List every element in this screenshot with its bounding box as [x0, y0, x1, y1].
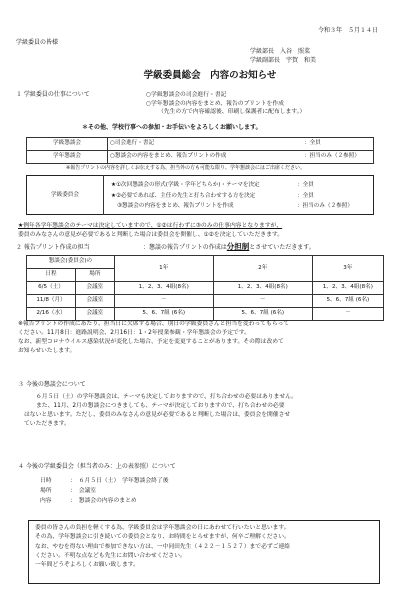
committee-item: ③懇談会の内容をまとめ、報告プリントを作成 [117, 203, 234, 210]
duty-item: ○学級懇談会の司会進行・書記 [146, 92, 227, 98]
closing-line: なお、やむを得ない理由で参加できない方は、一中同田先生（４２２－１５２７）まで必ずご連絡 [35, 543, 291, 550]
section4-heading: ４ 今後の学級委員会（担当者のみ：上の表参照）について [18, 463, 176, 470]
note-line: ください。11月8日：進路説明会、2月16日：1・2年授業参観・学年懇談会の予定です。 [18, 329, 250, 336]
closing-line: ください。不明な点なども先生にお問い合わせください。 [35, 552, 186, 559]
committee-who [297, 180, 353, 212]
star-note-line: ★例年各学年懇談会のテーマは決定していますので、①②は行わずに③のみの仕事内容となりますが、 [18, 223, 283, 229]
detail-row [40, 486, 169, 496]
cell-place: 会議室 [76, 295, 115, 308]
assignment-table [26, 255, 384, 321]
cell-grade: 5、6、7組 (6名) [114, 308, 213, 321]
star-note-line: 委員のみなさんの意見が必要であると判断した場合は委員会を開催し、①②を決定していただきます。 [18, 231, 283, 238]
closing-box [28, 520, 380, 584]
closing-line: その為、学年懇談会に引き続いての委員会となり、お時間をとらせますが、何卒ご理解ください。 [35, 534, 290, 541]
page-title: 学級委員総会 内容のお知らせ [143, 70, 277, 81]
section2-heading: ２ 報告プリント作成の担当 [16, 244, 90, 251]
table-row [27, 151, 374, 164]
section3-heading: ３ 今後の懇談会について [18, 381, 86, 388]
header-grade: 1年 [114, 256, 213, 282]
detail-value: ： 会議室 [70, 488, 97, 495]
committee-who-item: ：担当のみ（２参照） [297, 203, 353, 210]
cell-grade: 1、2、3、4組(8名) [312, 282, 383, 295]
cell-date: 6/5（土） [27, 282, 76, 295]
cell-grade: － [213, 295, 312, 308]
section1-note: ＊その他、学校行事への参加・お手伝いをよろしくお願いします。 [82, 124, 262, 131]
document-date: 令和３年 ５月１４日 [318, 27, 379, 34]
detail-row [40, 496, 169, 506]
table-row [27, 308, 384, 321]
body-line: ていただきます。 [24, 420, 70, 427]
committee-box [26, 175, 374, 215]
detail-key: 場所 [40, 488, 52, 495]
table-row [27, 282, 384, 295]
detail-value: ： 懇談会の内容のまとめ [70, 498, 137, 505]
note-line: お知らせいたします。 [18, 347, 76, 354]
header-grade: 3年 [312, 256, 383, 282]
committee-who-item: ：全員 [297, 182, 314, 188]
cell-place: 会議室 [76, 308, 115, 321]
header-date: 日程 [27, 269, 76, 282]
table-row [27, 138, 374, 151]
duty-item: ○学年懇談会の内容をまとめ、報告のプリントを作成 [146, 100, 284, 107]
row-who: ：担当のみ（２参照） [302, 151, 374, 164]
meeting-details [40, 476, 169, 506]
section2-text: とさせていただきます。 [249, 244, 315, 251]
roles-table [26, 137, 374, 164]
cell-grade: 5、6、7組 (6名) [312, 295, 383, 308]
body-line: はないと思います。ただし、委員のみなさんの意見が必要であると判断した場合は、委員会を開催させ [24, 411, 291, 418]
detail-key: 日時 [40, 478, 52, 484]
closing-text [35, 524, 373, 570]
sender-block [250, 47, 316, 65]
header-grade: 2年 [213, 256, 312, 282]
committee-who-item: ：全員 [297, 192, 314, 199]
row-label: 学級懇談会 [27, 138, 108, 151]
detail-row [40, 476, 169, 486]
body-line: ６月５日（土）の学年懇談会は、テーマも決定しておりますので、打ち合わせの必要はありません。 [36, 394, 298, 400]
row-label: 学年懇談会 [27, 151, 108, 164]
star-note [18, 222, 283, 240]
header-place: 場所 [76, 269, 115, 282]
detail-value: ： ６月５日（土） 学年懇談会終了後 [70, 478, 169, 484]
cell-grade: － [312, 308, 383, 321]
body-line: また、11月、2月の懇談会につきましても、テーマが決定しておりますので、打ち合わせの必要 [36, 402, 285, 409]
duty-item: （先生の方で内容確認後、印刷し保護者に配布します。） [158, 109, 306, 116]
addressee: 学級委員の皆様 [16, 39, 59, 46]
closing-line: 一年間どうぞよろしくお願い致します。 [35, 562, 139, 569]
cell-place: 会議室 [76, 282, 115, 295]
sender-line: 学級部長 入谷 照菜 [250, 48, 311, 55]
table-row [27, 295, 384, 308]
print-note: ※報告プリントの内容を詳しくお伝えする為、担当外の方も可能な限り、学年懇談会にはご出席ください。 [66, 165, 305, 171]
section3-body [24, 393, 404, 429]
cell-grade: － [114, 295, 213, 308]
duties-list [146, 91, 305, 117]
note-line: なお、新型コロナウイルス感染状況が変化した場合、予定を変更することがあります。その際は改めて [18, 338, 284, 345]
committee-item: ★②必要であれば、主任の先生と打ち合わせする方を決定 [111, 192, 256, 199]
header-date-group: 懇談会(委員会)の [27, 256, 115, 269]
row-task: ○懇談会の内容をまとめ、報告プリントの作成 [108, 151, 303, 164]
row-task: ○司会進行・書記 [108, 138, 303, 151]
sender-line: 学級副部長 宇賀 和美 [250, 57, 317, 64]
closing-line: 委員の皆さんの負担を軽くする為、学級委員会は学年懇談会の日にあわせて行いたいと思います。 [35, 525, 290, 531]
committee-item: ★①次回懇談会の形式(学級・学年どちらか)・テーマを決定 [111, 182, 260, 188]
section2-text: ：懇談の報告プリントの作成は [143, 244, 227, 251]
table-header-row [27, 256, 384, 269]
committee-label: 学級委員会 [27, 175, 104, 215]
section2-summary [143, 242, 315, 252]
committee-items [111, 180, 260, 212]
cell-grade: 5、6、7組 (6名) [213, 308, 312, 321]
emphasis-text: 分担制 [226, 242, 250, 251]
cell-grade: 1、2、3、4組(8名) [114, 282, 213, 295]
detail-key: 内容 [40, 498, 52, 505]
section2-notes [18, 320, 408, 356]
row-who: ：全員 [302, 138, 374, 151]
cell-date: 2/16（水） [27, 308, 76, 321]
cell-grade: 1、2、3、4組(8名) [213, 282, 312, 295]
note-line: ※報告プリントの作成にあたり、担当日に欠席する場合、別日の学級委員さんと担当を変わってもらって [18, 321, 290, 327]
cell-date: 11/8（月） [27, 295, 76, 308]
section1-heading: １ 学級委員の仕事について [16, 91, 90, 98]
